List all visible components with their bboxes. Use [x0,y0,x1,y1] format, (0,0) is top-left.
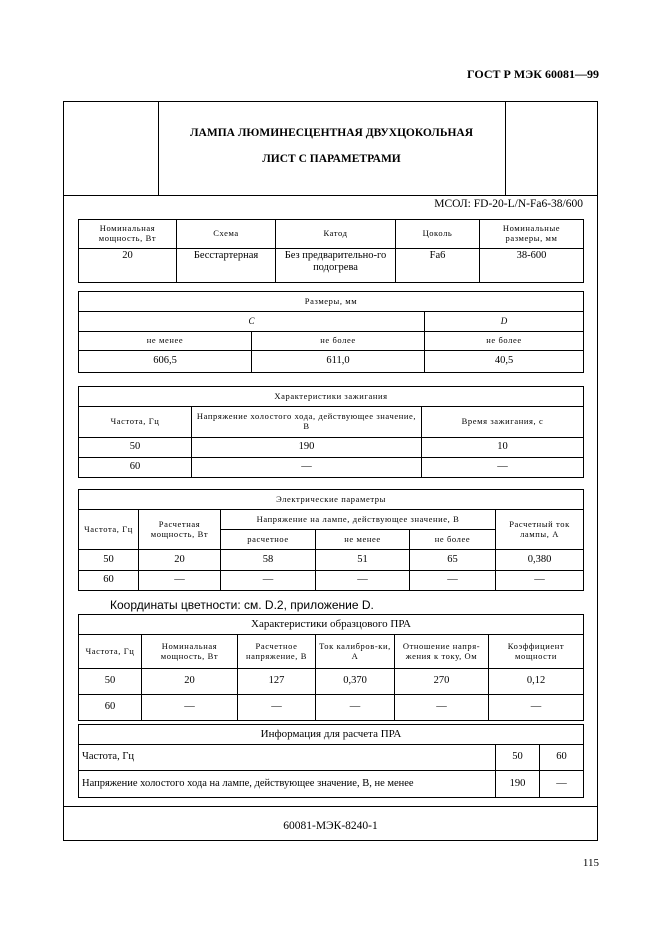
ballast-cell: 50 [79,669,142,695]
main-parameters-table [78,219,584,283]
sheet-number: 60081-МЭК-8240-1 [283,820,378,832]
dimension-d-header: D [425,312,584,332]
calc-info-value: 190 [496,771,540,798]
calc-info-title: Информация для расчета ПРА [79,725,584,745]
electrical-header-power: Расчетная мощность, Вт [139,510,221,550]
ballast-title: Характеристики образцового ПРА [79,615,584,635]
ballast-cell: 0,12 [489,669,584,695]
ignition-cell: 190 [192,438,422,458]
ballast-header-voltage: Расчетное напряжение, В [238,635,316,669]
dimension-c-min-header: не менее [79,332,252,351]
dimension-d-max-header: не более [425,332,584,351]
ballast-cell: 60 [79,695,142,721]
ballast-cell: 270 [395,669,489,695]
ballast-header-power: Номинальная мощность, Вт [142,635,238,669]
title-block-left-divider [158,101,159,195]
electrical-parameters-table [78,489,584,591]
electrical-sub-rated: расчетное [221,530,316,550]
ballast-cell: 20 [142,669,238,695]
header-cap: Цоколь [396,220,480,249]
electrical-title: Электрические параметры [79,490,584,510]
title-block-right-divider [505,101,506,195]
ignition-header-frequency: Частота, Гц [79,407,192,438]
ballast-cell: — [316,695,395,721]
electrical-cell: — [316,571,410,591]
electrical-cell: — [139,571,221,591]
ignition-cell: — [192,458,422,478]
cell-power: 20 [79,249,177,283]
electrical-header-frequency: Частота, Гц [79,510,139,550]
electrical-cell: — [221,571,316,591]
electrical-sub-min: не менее [316,530,410,550]
ignition-table [78,386,584,478]
cell-scheme: Бесстартерная [177,249,276,283]
ignition-header-voltage: Напряжение холостого хода, действующее значение, В [192,407,422,438]
dimensions-table [78,291,584,373]
calc-info-label: Частота, Гц [79,745,496,771]
sheet-title: ЛАМПА ЛЮМИНЕСЦЕНТНАЯ ДВУХЦОКОЛЬНАЯ [189,127,474,139]
ballast-cell: 127 [238,669,316,695]
ballast-cell: 0,370 [316,669,395,695]
ignition-cell: 10 [422,438,584,458]
sheet-subtitle: ЛИСТ С ПАРАМЕТРАМИ [262,153,401,165]
electrical-cell: — [410,571,496,591]
electrical-cell: — [496,571,584,591]
electrical-header-voltage: Напряжение на лампе, действующее значение, В [221,510,496,530]
ignition-cell: 50 [79,438,192,458]
page-number: 115 [582,857,599,869]
ballast-cell: — [238,695,316,721]
electrical-cell: 50 [79,550,139,571]
chromaticity-note: Координаты цветности: см. D.2, приложение D. [110,598,374,612]
ballast-cell: — [395,695,489,721]
electrical-header-current: Расчетный ток лампы, А [496,510,584,550]
ballast-calc-info-table [78,724,584,798]
calc-info-label: Напряжение холостого хода на лампе, действующее значение, В, не менее [79,771,496,798]
standard-designation: ГОСТ Р МЭК 60081—99 [467,67,599,81]
electrical-cell: 51 [316,550,410,571]
header-nominal-size: Номинальные размеры, мм [480,220,584,249]
ignition-title: Характеристики зажигания [79,387,584,407]
dimensions-title: Размеры, мм [79,292,584,312]
calc-info-value: 60 [540,745,584,771]
ballast-header-current: Ток калибров-ки, А [316,635,395,669]
header-scheme: Схема [177,220,276,249]
electrical-cell: 58 [221,550,316,571]
electrical-cell: 60 [79,571,139,591]
calc-info-value: 50 [496,745,540,771]
header-cathode: Катод [276,220,396,249]
title-block-divider [63,195,598,196]
electrical-cell: 0,380 [496,550,584,571]
dimension-c-max: 611,0 [252,351,425,373]
electrical-cell: 20 [139,550,221,571]
dimension-c-min: 606,5 [79,351,252,373]
reference-ballast-table [78,614,584,721]
header-power: Номинальная мощность, Вт [79,220,177,249]
footer-divider [63,806,598,807]
lamp-designation: МСОЛ: FD-20-L/N-Fa6-38/600 [434,198,583,210]
cell-cap: Fa6 [396,249,480,283]
cell-nominal-size: 38-600 [480,249,584,283]
ignition-header-time: Время зажигания, с [422,407,584,438]
dimension-c-header: C [79,312,425,332]
ballast-cell: — [489,695,584,721]
ignition-cell: 60 [79,458,192,478]
electrical-cell: 65 [410,550,496,571]
dimension-c-max-header: не более [252,332,425,351]
ballast-header-frequency: Частота, Гц [79,635,142,669]
ignition-cell: — [422,458,584,478]
calc-info-value: — [540,771,584,798]
cell-cathode: Без предварительно-го подогрева [276,249,396,283]
dimension-d-max: 40,5 [425,351,584,373]
ballast-cell: — [142,695,238,721]
ballast-header-ratio: Отношение напря-жения к току, Ом [395,635,489,669]
ballast-header-power-factor: Коэффициент мощности [489,635,584,669]
electrical-sub-max: не более [410,530,496,550]
